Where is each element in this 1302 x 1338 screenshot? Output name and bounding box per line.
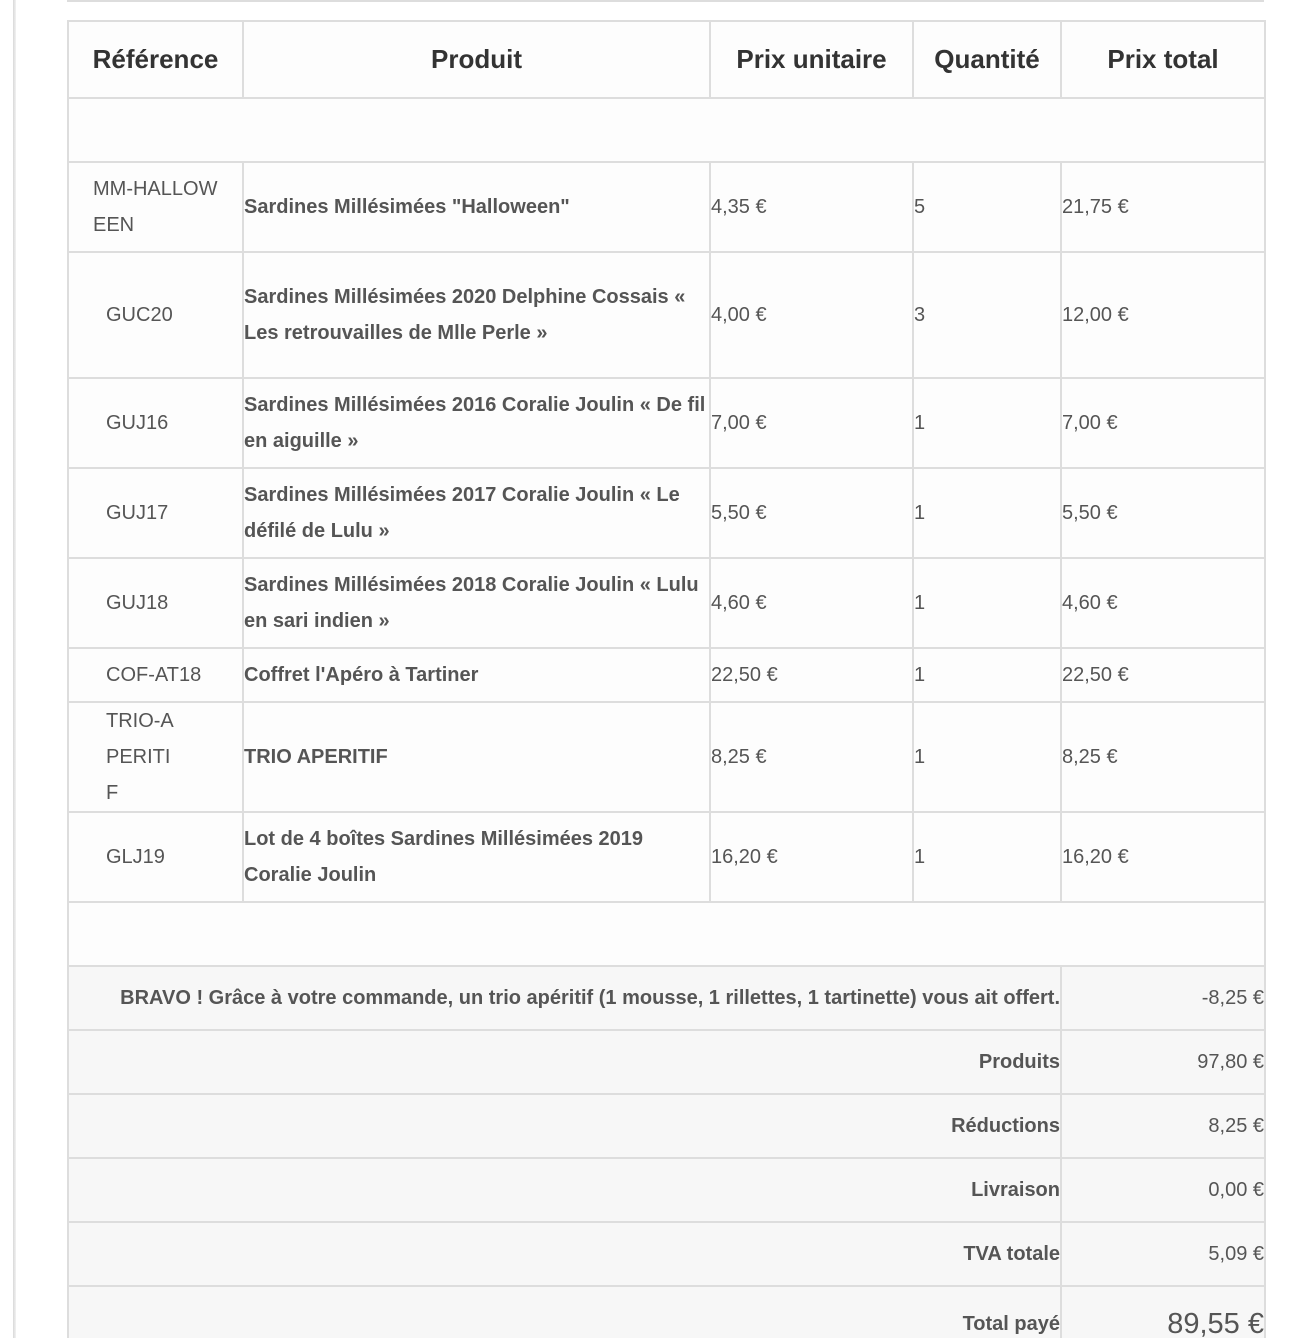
row-reference: GUJ16 (68, 378, 243, 468)
discounts-label: Réductions (68, 1094, 1061, 1158)
discounts-value: 8,25 € (1061, 1094, 1265, 1158)
row-unit-price: 4,00 € (710, 252, 913, 378)
table-row (68, 468, 1265, 558)
vat-row (68, 1222, 1265, 1286)
table-row (68, 702, 1265, 812)
table-row (68, 648, 1265, 702)
row-total-price: 5,50 € (1061, 468, 1265, 558)
row-product: Sardines Millésimées 2017 Coralie Joulin « Le défilé de Lulu » (243, 468, 710, 558)
grand-total-row (68, 1286, 1265, 1338)
spacer-row-top (68, 98, 1265, 162)
row-total-price: 22,50 € (1061, 648, 1265, 702)
row-total-price: 16,20 € (1061, 812, 1265, 902)
row-quantity: 1 (913, 558, 1061, 648)
row-product: Sardines Millésimées 2018 Coralie Joulin « Lulu en sari indien » (243, 558, 710, 648)
row-reference: TRIO-APERITIF (68, 702, 243, 812)
row-unit-price: 7,00 € (710, 378, 913, 468)
header-product: Produit (243, 21, 710, 98)
row-reference: COF-AT18 (68, 648, 243, 702)
products-total-row (68, 1030, 1265, 1094)
promo-row (68, 966, 1265, 1030)
row-quantity: 1 (913, 648, 1061, 702)
row-reference: GLJ19 (68, 812, 243, 902)
header-reference: Référence (68, 21, 243, 98)
row-quantity: 1 (913, 702, 1061, 812)
total-paid-value: 89,55 € (1061, 1286, 1265, 1338)
row-unit-price: 8,25 € (710, 702, 913, 812)
header-row (68, 21, 1265, 98)
row-unit-price: 4,35 € (710, 162, 913, 252)
products-label: Produits (68, 1030, 1061, 1094)
total-paid-label: Total payé (68, 1286, 1061, 1338)
row-reference: MM-HALLOWEEN (68, 162, 243, 252)
table-row (68, 812, 1265, 902)
shipping-row (68, 1158, 1265, 1222)
row-unit-price: 16,20 € (710, 812, 913, 902)
row-quantity: 5 (913, 162, 1061, 252)
row-reference: GUC20 (68, 252, 243, 378)
shipping-value: 0,00 € (1061, 1158, 1265, 1222)
row-total-price: 4,60 € (1061, 558, 1265, 648)
row-product: Sardines Millésimées 2016 Coralie Joulin « De fil en aiguille » (243, 378, 710, 468)
row-unit-price: 4,60 € (710, 558, 913, 648)
row-reference: GUJ18 (68, 558, 243, 648)
row-product: TRIO APERITIF (243, 702, 710, 812)
row-quantity: 1 (913, 468, 1061, 558)
row-total-price: 7,00 € (1061, 378, 1265, 468)
row-total-price: 8,25 € (1061, 702, 1265, 812)
row-product: Sardines Millésimées 2020 Delphine Cossais « Les retrouvailles de Mlle Perle » (243, 252, 710, 378)
row-reference: GUJ17 (68, 468, 243, 558)
shipping-label: Livraison (68, 1158, 1061, 1222)
table-row (68, 558, 1265, 648)
row-quantity: 1 (913, 812, 1061, 902)
table-row (68, 378, 1265, 468)
table-row (68, 162, 1265, 252)
row-quantity: 3 (913, 252, 1061, 378)
order-table (67, 20, 1266, 1338)
row-product: Coffret l'Apéro à Tartiner (243, 648, 710, 702)
discounts-row (68, 1094, 1265, 1158)
row-quantity: 1 (913, 378, 1061, 468)
row-unit-price: 5,50 € (710, 468, 913, 558)
products-value: 97,80 € (1061, 1030, 1265, 1094)
header-quantity: Quantité (913, 21, 1061, 98)
vat-label: TVA totale (68, 1222, 1061, 1286)
page-left-border (13, 0, 16, 1338)
promo-value: -8,25 € (1061, 966, 1265, 1030)
spacer-row-bottom (68, 902, 1265, 966)
promo-message: BRAVO ! Grâce à votre commande, un trio apéritif (1 mousse, 1 rillettes, 1 tartinette) vous ait offert. (68, 966, 1061, 1030)
page-top-divider (67, 0, 1264, 2)
vat-value: 5,09 € (1061, 1222, 1265, 1286)
row-product: Lot de 4 boîtes Sardines Millésimées 2019 Coralie Joulin (243, 812, 710, 902)
table-row (68, 252, 1265, 378)
row-unit-price: 22,50 € (710, 648, 913, 702)
row-total-price: 12,00 € (1061, 252, 1265, 378)
row-total-price: 21,75 € (1061, 162, 1265, 252)
header-total-price: Prix total (1061, 21, 1265, 98)
header-unit-price: Prix unitaire (710, 21, 913, 98)
row-product: Sardines Millésimées "Halloween" (243, 162, 710, 252)
